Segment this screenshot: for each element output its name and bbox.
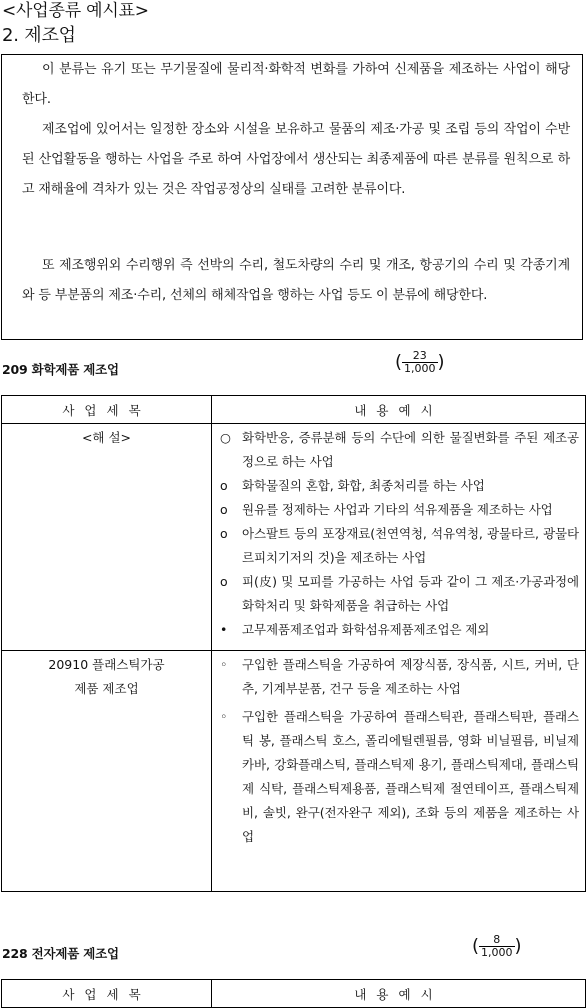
rate-denominator: 1,000 (481, 946, 513, 959)
item-text: 구입한 플래스틱을 가공하여 제장식품, 장식품, 시트, 커버, 단추, 기계부분품, 건구 등을 제조하는 사업 (242, 657, 579, 696)
rate-denominator: 1,000 (404, 362, 436, 375)
list-item (218, 618, 579, 642)
bullet-marker: ◦ (220, 657, 228, 672)
header-content-example: 내용예시 (212, 396, 586, 424)
header-content-example: 내용예시 (212, 980, 586, 1008)
table-row (2, 424, 586, 651)
bullet-marker: o (220, 502, 228, 517)
rate-numerator: 23 (402, 350, 438, 363)
row-name: 20910 플래스틱가공제품 제조업 (2, 651, 212, 892)
category-title: 209 화학제품 제조업 (2, 362, 119, 377)
document-title: <사업종류 예시표> (2, 1, 149, 21)
section-title: 2. 제조업 (2, 25, 76, 46)
table-row (2, 651, 586, 892)
intro-box (1, 54, 583, 340)
row-content (212, 424, 586, 651)
table-header-row (2, 980, 586, 1008)
bullet-marker: ◦ (220, 709, 228, 724)
bullet-marker: o (220, 574, 228, 589)
list-item (218, 522, 579, 570)
category-title: 228 전자제품 제조업 (2, 946, 119, 961)
header-business-detail: 사업세목 (2, 396, 212, 424)
item-text: 고무제품제조업과 화학섬유제품제조업은 제외 (242, 622, 490, 637)
table-header-row (2, 396, 586, 424)
item-text: 구입한 플래스틱을 가공하여 플래스틱관, 플래스틱판, 플래스틱 봉, 플래스틱 호스, 폴리에틸렌필름, 영화 비닐필름, 비닐제카바, 강화플래스틱, 플래스틱제 용기, 플래스틱제대, 플래스틱제 식탁, 플래스틱제용품, 플래스틱제 절연테이프, 플래스틱제비, 솔빗, 완구(전자완구 제외), 조화 등의 제품을 제조하는 사업 (242, 709, 579, 844)
item-text: 아스팔트 등의 포장재료(천연역청, 석유역청, 광물타르, 광물타르피치기저의 것)을 제조하는 사업 (242, 526, 579, 565)
item-text: 피(皮) 및 모피를 가공하는 사업 등과 같이 그 제조·가공과정에 화학처리 및 화학제품을 취급하는 사업 (242, 574, 579, 613)
disaster-rate: ( $\frac{23}{1,000}$ ) (395, 349, 445, 375)
list-item (218, 426, 579, 474)
list-item (218, 570, 579, 618)
list-item (218, 474, 579, 498)
row-name: <해 설> (2, 424, 212, 651)
category-table (1, 395, 586, 892)
row-content (212, 651, 586, 892)
bullet-marker: o (220, 478, 228, 493)
item-text: 원유를 정제하는 사업과 기타의 석유제품을 제조하는 사업 (242, 502, 553, 517)
list-item (218, 498, 579, 522)
item-text: 화학반응, 증류분해 등의 수단에 의한 물질변화를 주된 제조공정으로 하는 사업 (242, 430, 579, 469)
rate-numerator: 8 (479, 934, 515, 947)
intro-paragraph-2: 제조업에 있어서는 일정한 장소와 시설을 보유하고 물품의 제조·가공 및 조립 등의 작업이 수반된 산업활동을 행하는 사업을 주로 하여 사업장에서 생산되는 최종제품에 따른 분류를 원칙으로 하고 재해율에 격차가 있는 것은 작업공정상의 실태를 고려한 분류이다. (22, 122, 570, 197)
bullet-marker: ○ (220, 430, 231, 445)
disaster-rate: ( $\frac{8}{1,000}$ ) (472, 933, 522, 959)
header-business-detail: 사업세목 (2, 980, 212, 1008)
intro-paragraph-1: 이 분류는 유기 또는 무기물질에 물리적·화학적 변화를 가하여 신제품을 제조하는 사업이 해당한다. (22, 62, 570, 107)
list-item (218, 705, 579, 849)
item-text: 화학물질의 혼합, 화합, 최종처리를 하는 사업 (242, 478, 485, 493)
category-table (1, 979, 586, 1008)
bullet-marker: o (220, 526, 228, 541)
list-item (218, 653, 579, 701)
intro-paragraph-3: 또 제조행위외 수리행위 즉 선박의 수리, 철도차량의 수리 및 개조, 항공기의 수리 및 각종기계와 등 부분품의 제조·수리, 선체의 해체작업을 행하는 사업 등도 이 분류에 해당한다. (22, 258, 570, 303)
bullet-marker: • (220, 622, 228, 637)
